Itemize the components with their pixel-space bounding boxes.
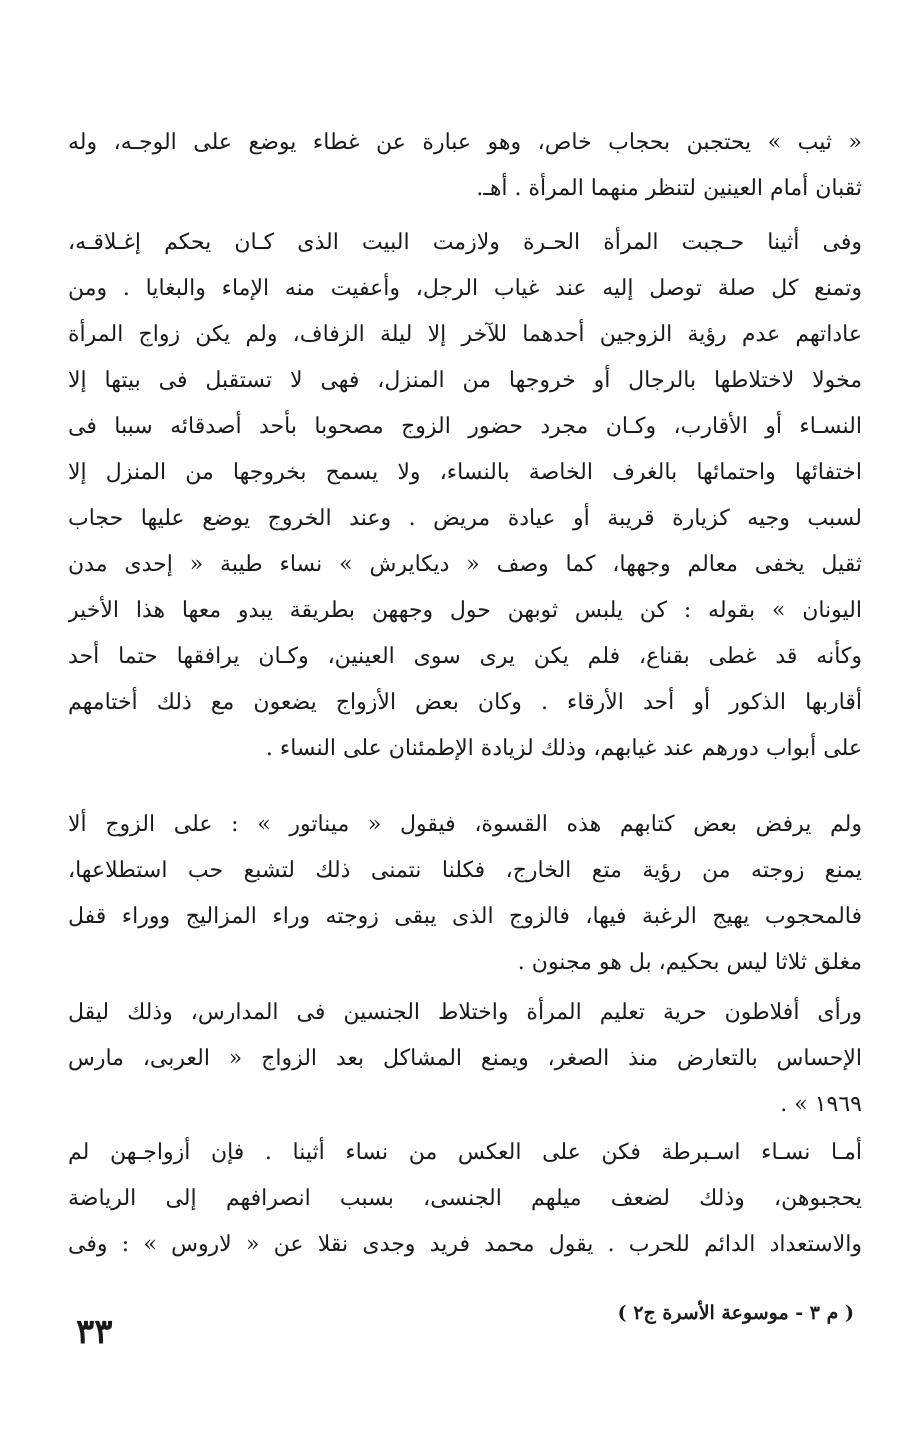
paragraph [68, 802, 862, 986]
text-line: يحجبوهن، وذلك لضعف ميلهم الجنسى، بسبب انصرافهم إلى الرياضة [68, 1186, 862, 1211]
text-line: والاستعداد الدائم للحرب . يقول محمد فريد وجدى نقلا عن « لاروس » : وفى [68, 1232, 862, 1257]
text-line: ثقيل يخفى معالم وجهها، كما وصف « ديكايرش » نساء طيبة « إحدى مدن [68, 552, 862, 577]
text-line: النسـاء أو الأقارب، وكـان مجرد حضور الزوج مصحوبا بأحد أصدقائه سببا فى [68, 414, 862, 439]
paragraph [68, 990, 862, 1128]
paragraph [68, 1130, 862, 1268]
text-line: فالمحجوب يهيج الرغبة فيها، فالزوج الذى يبقى زوجته وراء المزاليج ووراء قفل [68, 904, 862, 929]
text-line: ولم يرفض بعض كتابهم هذه القسوة، فيقول « ميناتور » : على الزوج ألا [68, 812, 862, 837]
text-line: وكأنه قد غطى بقناع، فلم يكن يرى سوى العينين، وكـان يرافقها حتما أحد [68, 644, 862, 669]
text-line: ١٩٦٩ » . [780, 1092, 862, 1117]
footer-source-note: ( م ٣ - موسوعة الأسرة ج٢ ) [617, 1302, 854, 1324]
text-line: اختفائها واحتمائها بالغرف الخاصة بالنساء، ولا يسمح بخروجها من المنزل إلا [68, 460, 862, 485]
text-line: اليونان » بقوله : كن يلبس ثوبهن حول وجههن بطريقة يبدو معها هذا الأخير [68, 598, 862, 623]
text-line: مغلق ثلاثا ليس بحكيم، بل هو مجنون . [517, 950, 862, 975]
text-line: الإحساس بالتعارض منذ الصغر، ويمنع المشاكل بعد الزواج « العربى، مارس [68, 1046, 862, 1071]
text-line: لسبب وجيه كزيارة قريبة أو عيادة مريض . وعند الخروج يوضع عليها حجاب [68, 506, 862, 531]
text-line: أمـا نسـاء اسـبرطة فكن على العكس من نساء أثينا . فإن أزواجـهن لم [68, 1140, 862, 1165]
text-line: عاداتهم عدم رؤية الزوجين أحدهما للآخر إلا ليلة الزفاف، ولم يكن زواج المرأة [68, 322, 862, 347]
text-line: وفى أثينا حـجبت المرأة الحـرة ولازمت البيت الذى كـان يحكم إغـلاقـه، [68, 230, 862, 255]
text-line: وتمنع كل صلة توصل إليه عند غياب الرجل، وأعفيت منه الإماء والبغايا . ومن [68, 276, 862, 301]
text-line: أقاربها الذكور أو أحد الأرقاء . وكان بعض الأزواج يضعون مع ذلك أختامهم [68, 690, 862, 715]
paragraph [68, 220, 862, 772]
page-number: ٣٣ [76, 1312, 113, 1352]
text-line: ورأى أفلاطون حرية تعليم المرأة واختلاط الجنسين فى المدارس، وذلك ليقل [68, 1000, 862, 1025]
text-line: ثقبان أمام العينين لتنظر منهما المرأة . أهـ. [476, 176, 862, 201]
text-line: « ثيب » يحتجبن بحجاب خاص، وهو عبارة عن غطاء يوضع على الوجـه، وله [68, 130, 862, 155]
text-line: مخولا لاختلاطها بالرجال أو خروجها من المنزل، فهى لا تستقبل فى بيتها إلا [68, 368, 862, 393]
paragraph [68, 120, 862, 212]
text-line: على أبواب دورهم عند غيابهم، وذلك لزيادة الإطمئنان على النساء . [265, 736, 862, 761]
text-line: يمنع زوجته من رؤية متع الخارج، فكلنا نتمنى ذلك لتشبع حب استطلاعها، [68, 858, 862, 883]
